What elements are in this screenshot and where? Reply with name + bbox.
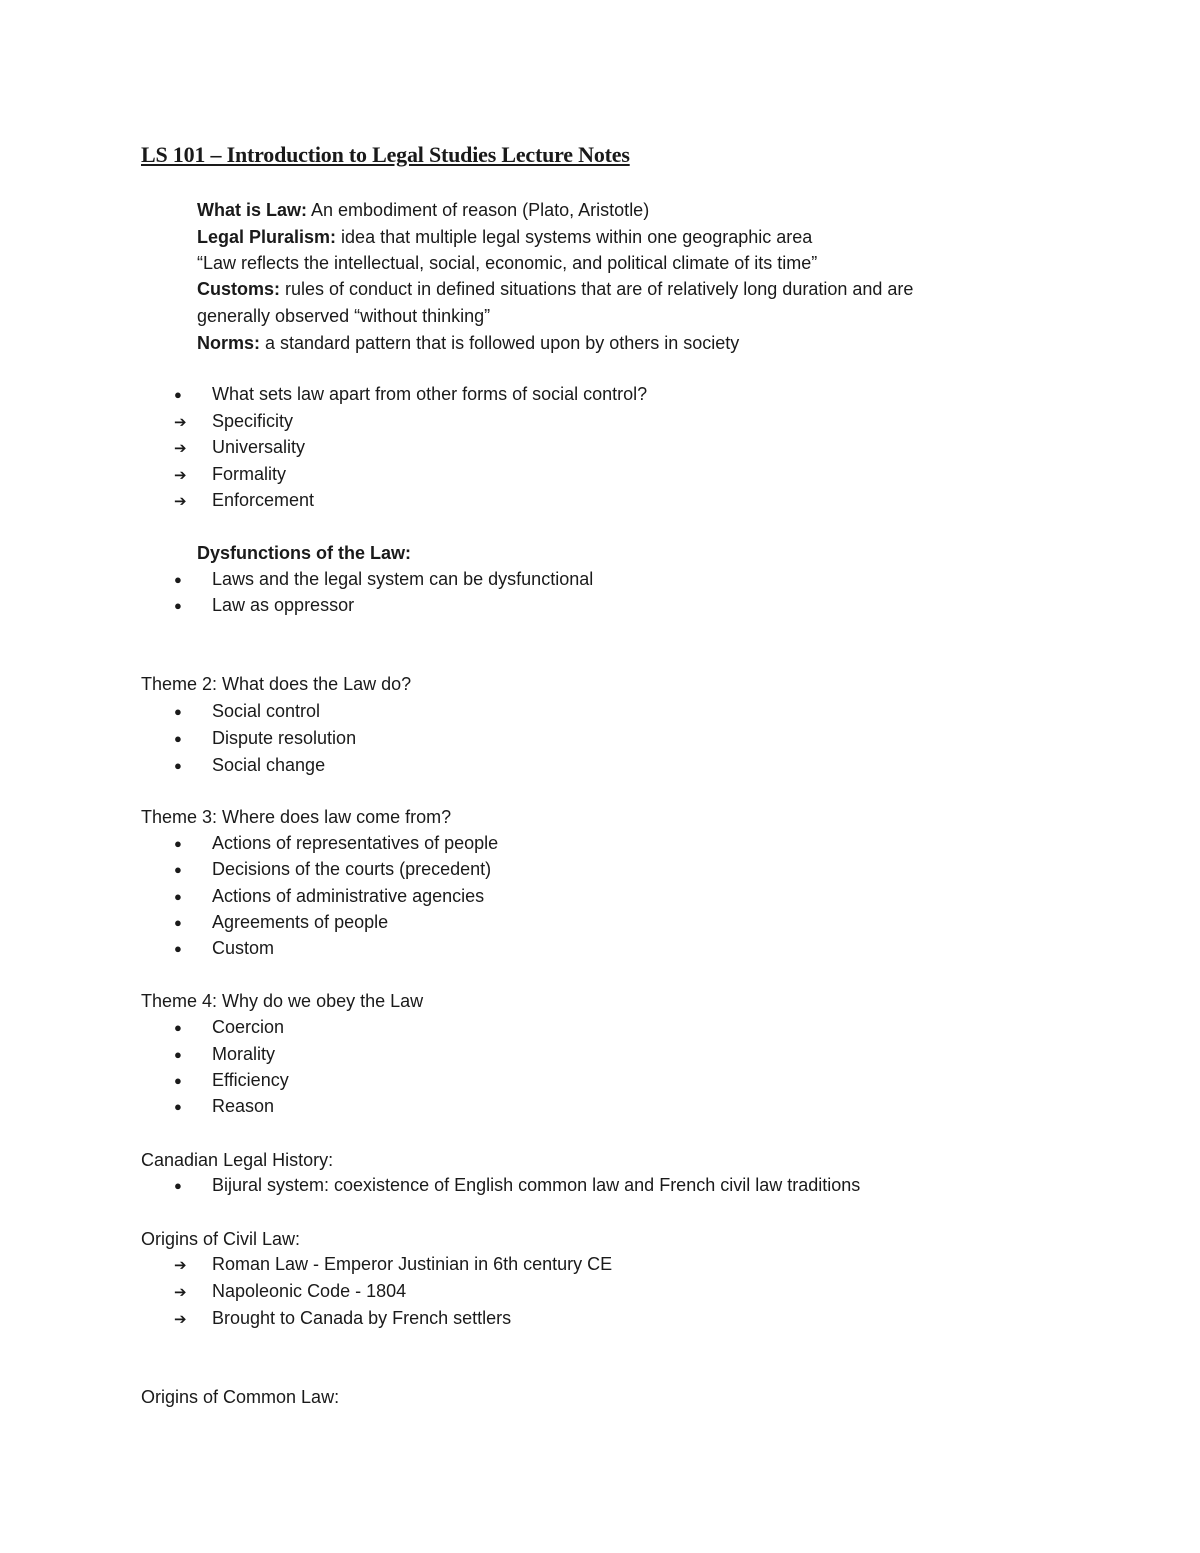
section-heading: Theme 4: Why do we obey the Law [141, 991, 424, 1011]
list-item [174, 937, 274, 961]
list-item-text: Coercion [212, 1017, 285, 1037]
definition-text: idea that multiple legal systems within one geographic area [336, 227, 813, 247]
list-item-text: Laws and the legal system can be dysfunctional [212, 569, 594, 589]
section-heading: Dysfunctions of the Law: [197, 543, 412, 563]
list-item-text: What sets law apart from other forms of social control? [212, 384, 648, 404]
list-item-text: Enforcement [212, 490, 315, 510]
list-item-text: Specificity [212, 411, 294, 431]
bullet-icon [174, 939, 212, 961]
arrow-bullet-icon [174, 491, 212, 513]
section-heading: Canadian Legal History: [141, 1150, 334, 1170]
list-item-text: Roman Law - Emperor Justinian in 6th century CE [212, 1254, 613, 1274]
bullet-icon [174, 1071, 212, 1093]
list-item-text: Agreements of people [212, 912, 389, 932]
arrow-bullet-icon [174, 465, 212, 487]
list-item [174, 832, 498, 856]
definition-text: a standard pattern that is followed upon by others in society [260, 333, 740, 353]
list-item [174, 489, 314, 513]
list-item [174, 727, 356, 751]
list-item [174, 858, 491, 882]
definition-term: What is Law: [197, 200, 308, 220]
bullet-icon [174, 596, 212, 618]
list-item-text: Formality [212, 464, 287, 484]
list-item [174, 754, 325, 778]
list-item-text: Social change [212, 755, 326, 775]
list-item [174, 568, 593, 592]
list-item [174, 1095, 274, 1119]
list-item [174, 1069, 289, 1093]
list-item [174, 463, 286, 487]
bullet-icon [174, 887, 212, 909]
list-item [174, 1280, 406, 1304]
arrow-bullet-icon [174, 1309, 212, 1331]
definition-text: An embodiment of reason (Plato, Aristotle) [307, 200, 650, 220]
list-item-text: Social control [212, 701, 321, 721]
list-item-text: Custom [212, 938, 275, 958]
bullet-icon [174, 860, 212, 882]
list-item-text: Brought to Canada by French settlers [212, 1308, 512, 1328]
section-heading: Theme 2: What does the Law do? [141, 674, 412, 694]
definition-text: rules of conduct in defined situations that are of relatively long duration and are [280, 279, 914, 299]
definition-what-is-law [197, 199, 649, 221]
arrow-bullet-icon [174, 1255, 212, 1277]
list-item [174, 436, 305, 460]
arrow-bullet-icon [174, 1282, 212, 1304]
bullet-icon [174, 1018, 212, 1040]
bullet-icon [174, 1097, 212, 1119]
list-item [174, 700, 320, 724]
list-item-text: Bijural system: coexistence of English common law and French civil law traditions [212, 1175, 861, 1195]
list-item [174, 1016, 284, 1040]
list-item [174, 1307, 511, 1331]
section-heading: Origins of Civil Law: [141, 1229, 301, 1249]
section-heading: Theme 3: Where does law come from? [141, 807, 452, 827]
list-item [174, 911, 388, 935]
list-item-text: Universality [212, 437, 306, 457]
list-item [174, 1043, 275, 1067]
bullet-icon [174, 385, 212, 407]
arrow-bullet-icon [174, 438, 212, 460]
list-item-text: Actions of administrative agencies [212, 886, 485, 906]
definition-legal-pluralism [197, 226, 812, 248]
bullet-icon [174, 1045, 212, 1067]
list-item-text: Morality [212, 1044, 276, 1064]
list-item [174, 383, 647, 407]
definition-quote [197, 252, 817, 274]
definition-term: Legal Pluralism: [197, 227, 337, 247]
list-item-text: Decisions of the courts (precedent) [212, 859, 492, 879]
list-item [174, 885, 484, 909]
section-heading: Origins of Common Law: [141, 1387, 340, 1407]
list-item [174, 594, 354, 618]
list-item [174, 410, 293, 434]
definition-customs [197, 278, 913, 300]
definition-text: generally observed “without thinking” [197, 306, 491, 326]
definition-norms [197, 332, 739, 354]
bullet-icon [174, 756, 212, 778]
list-item-text: Reason [212, 1096, 275, 1116]
document-title: LS 101 – Introduction to Legal Studies Lecture Notes [141, 142, 630, 167]
list-item [174, 1253, 612, 1277]
definition-term: Norms: [197, 333, 261, 353]
bullet-icon [174, 729, 212, 751]
bullet-icon [174, 834, 212, 856]
list-item-text: Efficiency [212, 1070, 289, 1090]
definition-term: Customs: [197, 279, 281, 299]
list-item-text: Dispute resolution [212, 728, 357, 748]
bullet-icon [174, 1176, 212, 1198]
bullet-icon [174, 570, 212, 592]
list-item-text: Law as oppressor [212, 595, 355, 615]
bullet-icon [174, 702, 212, 724]
list-item-text: Napoleonic Code - 1804 [212, 1281, 407, 1301]
arrow-bullet-icon [174, 412, 212, 434]
list-item [174, 1174, 860, 1198]
definition-customs-cont [197, 305, 490, 327]
bullet-icon [174, 913, 212, 935]
definition-text: “Law reflects the intellectual, social, economic, and political climate of its time” [197, 253, 818, 273]
list-item-text: Actions of representatives of people [212, 833, 499, 853]
